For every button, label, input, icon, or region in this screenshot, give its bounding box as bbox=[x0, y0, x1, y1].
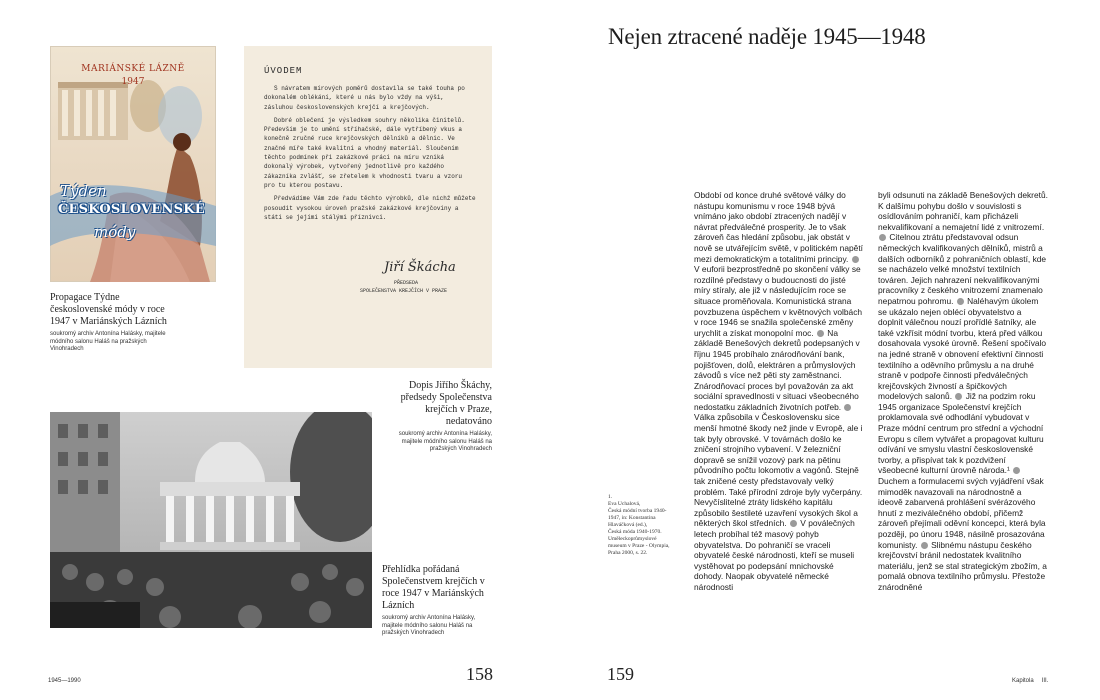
chapter-number: III. bbox=[1041, 678, 1049, 684]
caption-brochure bbox=[50, 292, 170, 354]
letter-signatory-org: SPOLEČENSTVA KREJČÍCH V PRAZE bbox=[360, 288, 448, 294]
body-column-1 bbox=[694, 190, 864, 593]
section-dot-icon bbox=[790, 520, 797, 527]
section-dot-icon bbox=[817, 330, 824, 337]
body-paragraph: Válka způsobila v Československu sice menší hmotné škody než jinde v Evropě, ale i tak byly obrovské. V továrnách došlo ke zničení strojního vybavení. V železniční dopravě se snížil vozový park na pětinu původního počtu lokomotiv a vagónů. Stejně tak zničené cesty představovaly velký problém. Také přírodní zdroje byly vyčerpány. Nevyčíslitelné ztráty lidského kapitálu způsobilo šestileté uzavření vysokých škol a některých škol středních. bbox=[694, 412, 863, 529]
footnote-line: Eva Uchalová, bbox=[608, 501, 641, 507]
body-paragraph: Naléhavým úkolem se ukázalo nejen oblécí obyvatelstvo a doplnit válečnou nouzí prořídlé šatníky, ale také vzkřísit módní tvorbu, která před válkou dosahovala vysoké úrovně. Řešení spočívalo na jedné straně v obnovení efektivní činnosti textilního a oděvního průmyslu a na druhé straně v podpoře činnosti předválečných krejčovských živností a špičkových modelových salonů. bbox=[878, 295, 1047, 402]
page-number-left: 158 bbox=[466, 664, 493, 684]
letter-body bbox=[264, 84, 476, 226]
footnote-number: 1. bbox=[608, 494, 613, 500]
letter-heading: ÚVODEM bbox=[264, 66, 303, 76]
brochure-image bbox=[50, 46, 216, 282]
letter-image bbox=[244, 46, 492, 368]
section-dot-icon bbox=[1013, 467, 1020, 474]
body-paragraph: Duchem a formulacemi svých vyjádření však mimoděk navazovali na národnostně a ideově zabarvená prohlášení svérázového hnutí z meziválečného období, přičemž zároveň přejímali oděvní koncepci, která byla později, po únoru 1948, násilně prosazována komunisty. bbox=[878, 476, 1046, 550]
body-paragraph: Na základě Benešových dekretů podepsaných v říjnu 1945 probíhalo znárodňování bank, pojišťoven, dolů, elektráren a průmyslových závodů s více než pěti sty zaměstnanci. Znárodňovací proces byl považován za akt sociální spravedlnosti v situaci všeobecného nedostatku základních životních potřeb. bbox=[694, 327, 860, 412]
footnote-line: Česká módní tvorba 1940-1947, in: Konstantina Hlaváčková (ed.), bbox=[608, 508, 667, 528]
section-dot-icon bbox=[955, 393, 962, 400]
caption-brochure-credit: soukromý archiv Antonína Halásky, majitele módního salonu Haláš na pražských Vinohradech bbox=[50, 331, 166, 352]
body-paragraph: byli odsunuti na základě Benešových dekretů. K dalšímu pohybu došlo v souvislosti s osídlováním pohraničí, kam přicházeli nekvalifikovaní a nemajetní lidé z vnitrozemí. bbox=[878, 190, 1048, 232]
photo-illustration bbox=[50, 412, 372, 628]
letter-paragraph: S návratem mírových poměrů dostavila se také touha po dokonalém oblékání, které u nás bylo vždy na výši, zásluhou československých krejčí a krejčových. bbox=[264, 85, 465, 111]
page-number-right: 159 bbox=[607, 664, 634, 684]
section-dot-icon bbox=[852, 256, 859, 263]
brochure-title-year: 1947 bbox=[121, 77, 145, 87]
brochure-word-week: Týden bbox=[60, 182, 107, 200]
caption-letter-title: Dopis Jiřího Škáchy, předsedy Společenstva krejčích v Praze, nedatováno bbox=[400, 380, 492, 427]
body-paragraph: Slibnému nástupu českého krejčovství bránil nedostatek kvalitního materiálu, jenž se stal strategickým zbožím, a pomalá obnova textilního průmyslu. Přestože znárodněné bbox=[878, 539, 1047, 592]
caption-letter bbox=[382, 380, 492, 454]
running-footer-right bbox=[1012, 678, 1048, 684]
chapter-label: Kapitola bbox=[1012, 678, 1034, 684]
brochure-title-place: MARIÁNSKÉ LÁZNĚ bbox=[81, 64, 185, 74]
body-paragraph: Již na podzim roku 1945 organizace Společenství krejčích proklamovala své odhodlání vybudovat v Praze módní centrum pro střední a východní Evropu s cílem vytvářet a propagovat kulturu odívání ve smyslu vlastní československé tvorby, a přispívat tak k pozdvižení všeobecné kulturní úrovně národa.¹ bbox=[878, 391, 1044, 476]
fashion-show-photo bbox=[50, 412, 372, 628]
footnote-line: Česká móda 1940-1970. Uměleckoprůmyslové museum v Praze - Olympia, Praha 2000, s. 22. bbox=[608, 529, 670, 556]
page-title: Nejen ztracené naděje 1945—1948 bbox=[608, 24, 926, 49]
body-column-2 bbox=[878, 190, 1048, 593]
section-dot-icon bbox=[879, 234, 886, 241]
caption-photo-title: Přehlídka pořádaná Společenstvem krejčích v roce 1947 v Mariánských Lázních bbox=[382, 564, 485, 611]
section-dot-icon bbox=[921, 542, 928, 549]
body-paragraph: Citelnou ztrátu představoval odsun německých kvalifikovaných dělníků, mistrů a dalších odborníků z pohraničních oblastí, kde se nacházelo velké množství textilních továren. Jejich nahrazení nekvalifikovanými pracovníky z českého vnitrozemí znamenalo nepatrnou pohromu. bbox=[878, 232, 1047, 306]
footnote bbox=[608, 494, 670, 557]
letter-paragraph: Dobré oblečení je výsledkem souhry několika činitelů. Především je to umění stříhačské, dále vytříbený vkus a konečně zručné ruce krejčovských dělníků a dělnic. Ve značné míře také kvalitní a vhodný materiál. Sloučením těchto podmínek při zakázkové práci na míru vzniká dokonalý výrobek, vytvořený jednotlivě pro každého zákazníka zvlášť, se zřetelem k vhodnosti tvaru a vzoru pro tu kterou postavu. bbox=[264, 116, 465, 189]
section-dot-icon bbox=[957, 298, 964, 305]
body-paragraph: V euforii bezprostředně po skončení války se rozdílné představy o budoucnosti do jisté míry stíraly, ale již v následujícím roce se situace proměňovala. Komunistická strana povzbuzena úspěchem v květnových volbách v roce 1946 se snažila společenské změny urychlit a získat monopolní moc. bbox=[694, 264, 863, 338]
brochure-word-czechoslovak: ČESKOSLOVENSKÉ bbox=[58, 202, 205, 217]
caption-letter-credit: soukromý archiv Antonína Halásky, majitele módního salonu Haláš na pražských Vinohradech bbox=[398, 431, 492, 452]
caption-photo-credit: soukromý archiv Antonína Halásky, majitele módního salonu Haláš na pražských Vinohradech bbox=[382, 615, 476, 636]
body-paragraph: Období od konce druhé světové války do nástupu komunismu v roce 1948 bývá vnímáno jako období ztracených nadějí v návrat předválečné prosperity. Je to však zároveň čas hledání způsobu, jak obstát v nově se utvářejícím světě, v politickém napětí mezi demokratickým a totalitními principy. bbox=[694, 190, 863, 264]
caption-brochure-title: Propagace Týdne československé módy v roce 1947 v Mariánských Lázních bbox=[50, 292, 167, 327]
section-dot-icon bbox=[844, 404, 851, 411]
letter-signature: Jiří Škácha bbox=[384, 260, 456, 275]
brochure-word-fashion: módy bbox=[94, 223, 136, 241]
caption-photo bbox=[382, 564, 492, 638]
body-paragraph: V poválečných letech probíhal též masový pohyb obyvatelstva. Do pohraničí se vraceli obyvatelé české národnosti, kteří se museli vystěhovat po podepsání mnichovské dohody. Naopak obyvatelé německé národnosti bbox=[694, 518, 855, 592]
letter-paragraph: Předvádíme Vám zde řadu těchto výrobků, dle nichž můžete posoudit vysokou úroveň pražské zakázkové krejčoviny a státi se jejími stálými příznivci. bbox=[264, 195, 476, 221]
running-footer-left: 1945—1990 bbox=[48, 678, 81, 684]
letter-signatory-role: PŘEDSEDA bbox=[394, 280, 419, 286]
